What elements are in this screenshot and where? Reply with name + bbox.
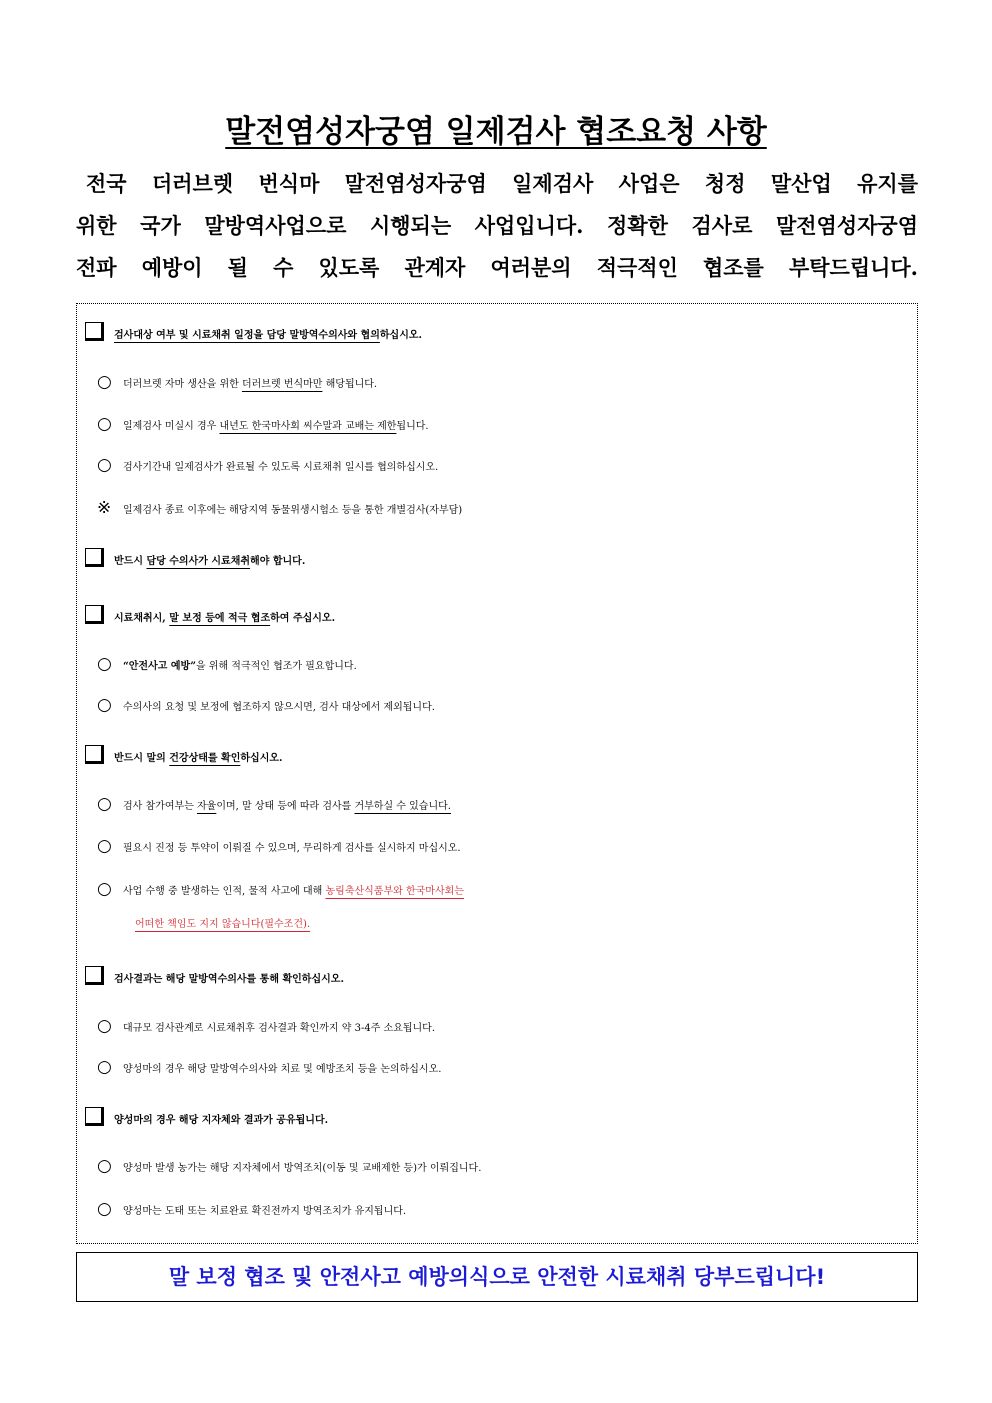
- item-underlined-text: 더러브렛 번식마만: [241, 379, 323, 390]
- section-heading-text: 시료채취시,: [114, 613, 170, 624]
- section-heading-text: 하십시오.: [379, 330, 422, 341]
- section-heading-text: 하여 주십시오.: [270, 613, 336, 624]
- list-item: [97, 874, 937, 904]
- section-heading-text: 반드시 말의: [114, 753, 170, 764]
- section-heading: [85, 1104, 925, 1138]
- circle-bullet-icon: ○: [97, 794, 112, 814]
- list-item: [97, 1052, 937, 1082]
- circle-bullet-icon: ○: [97, 654, 112, 674]
- circle-bullet-icon: ○: [97, 1057, 112, 1077]
- notice-box: [76, 303, 918, 1244]
- checkbox-icon: [85, 1107, 104, 1126]
- circle-bullet-icon: ○: [97, 879, 112, 899]
- section-heading-text: 해야 합니다.: [250, 556, 306, 567]
- circle-bullet-icon: ○: [97, 455, 112, 475]
- circle-bullet-icon: ○: [97, 1199, 112, 1219]
- list-item: [97, 1194, 937, 1224]
- circle-bullet-icon: ○: [97, 695, 112, 715]
- list-item: [97, 450, 937, 480]
- section-heading-text: 검사결과는 해당 말방역수의사를 통해 확인하십시오.: [114, 974, 344, 985]
- item-text: 더러브렛 자마 생산을 위한: [123, 379, 242, 390]
- item-text: 됩니다.: [396, 421, 429, 432]
- section-heading-text: 하십시오.: [240, 753, 283, 764]
- item-text: 일제검사 미실시 경우: [123, 421, 220, 432]
- list-item: [97, 1151, 937, 1181]
- section-heading: [85, 742, 925, 776]
- list-item: [97, 789, 937, 819]
- section-heading-text: 반드시: [114, 556, 147, 567]
- intro-paragraph: [76, 163, 918, 289]
- checkbox-icon: [85, 605, 104, 624]
- footer-banner: [76, 1252, 918, 1302]
- list-item: [97, 831, 937, 861]
- list-item: [97, 493, 937, 523]
- checkbox-icon: [85, 745, 104, 764]
- intro-line: 전국 더러브렛 번식마 말전염성자궁염 일제검사 사업은 청정 말산업 유지를: [86, 171, 918, 196]
- checkbox-icon: [85, 322, 104, 341]
- list-item-continuation: [135, 910, 975, 940]
- item-text: 양성마의 경우 해당 말방역수의사와 치료 및 예방조치 등을 논의하십시오.: [123, 1064, 442, 1075]
- item-text: 사업 수행 중 발생하는 인적, 물적 사고에 대해: [123, 886, 326, 897]
- item-text: 을 위해 적극적인 협조가 필요합니다.: [195, 661, 357, 672]
- circle-bullet-icon: ○: [97, 1016, 112, 1036]
- item-text: 필요시 진정 등 투약이 이뤄질 수 있으며, 무리하게 검사를 실시하지 마십시오.: [123, 843, 461, 854]
- checkbox-icon: [85, 548, 104, 567]
- list-item: [97, 1011, 937, 1041]
- reference-mark-icon: ※: [97, 498, 112, 518]
- section-heading-underlined: 말 보정 등에 적극 협조: [169, 613, 271, 624]
- list-item: [97, 367, 937, 397]
- item-text: 검사 참가여부는: [123, 801, 197, 812]
- item-text: 검사기간내 일제검사가 완료될 수 있도록 시료채취 일시를 협의하십시오.: [123, 462, 439, 473]
- intro-line: 전파 예방이 될 수 있도록 관계자 여러분의 적극적인 협조를 부탁드립니다.: [76, 255, 918, 280]
- item-text: 양성마 발생 농가는 해당 지자체에서 방역조치(이동 및 교배제한 등)가 이뤄집니다.: [123, 1163, 482, 1174]
- page-title-text: 말전염성자궁염 일제검사 협조요청 사항: [225, 114, 767, 150]
- list-item: [97, 649, 937, 679]
- section-heading: [85, 602, 925, 636]
- section-heading: [85, 545, 925, 579]
- circle-bullet-icon: ○: [97, 1156, 112, 1176]
- item-text: 해당됩니다.: [322, 379, 378, 390]
- list-item: [97, 690, 937, 720]
- item-underlined-text: 내년도 한국마사회 씨수말과 교배는 제한: [219, 421, 397, 432]
- item-bold-text: “안전사고 예방”: [123, 661, 196, 672]
- footer-text: 말 보정 협조 및 안전사고 예방의식으로 안전한 시료채취 당부드립니다!: [168, 1265, 826, 1289]
- disclaimer-red-text: 농림축산식품부와 한국마사회는: [325, 886, 464, 897]
- page-title: [0, 106, 992, 151]
- circle-bullet-icon: ○: [97, 414, 112, 434]
- item-underlined-text: 자율: [196, 801, 217, 812]
- circle-bullet-icon: ○: [97, 372, 112, 392]
- section-heading: [85, 963, 925, 997]
- section-heading: [85, 319, 925, 353]
- section-heading-text: 양성마의 경우 해당 지자체와 결과가 공유됩니다.: [114, 1115, 329, 1126]
- list-item: [97, 409, 937, 439]
- item-text: 양성마는 도태 또는 치료완료 확진전까지 방역조치가 유지됩니다.: [123, 1206, 407, 1217]
- circle-bullet-icon: ○: [97, 836, 112, 856]
- disclaimer-red-text: 어떠한 책임도 지지 않습니다(필수조건).: [135, 919, 311, 930]
- item-underlined-text: 거부하실 수 있습니다.: [354, 801, 451, 812]
- checkbox-icon: [85, 966, 104, 985]
- intro-line: 위한 국가 말방역사업으로 시행되는 사업입니다. 정확한 검사로 말전염성자궁염: [76, 213, 918, 238]
- item-text: 수의사의 요청 및 보정에 협조하지 않으시면, 검사 대상에서 제외됩니다.: [123, 702, 435, 713]
- item-text: 대규모 검사관계로 시료채취후 검사결과 확인까지 약 3-4주 소요됩니다.: [123, 1023, 436, 1034]
- section-heading-underlined: 건강상태를 확인: [169, 753, 241, 764]
- item-text: 이며, 말 상태 등에 따라 검사를: [216, 801, 355, 812]
- item-text: 일제검사 종료 이후에는 해당지역 동물위생시험소 등을 통한 개별검사(자부담): [123, 505, 463, 516]
- section-heading-underlined: 담당 수의사가 시료채취: [146, 556, 251, 567]
- section-heading-underlined: 검사대상 여부 및 시료채취 일정을 담당 말방역수의사와 협의: [114, 330, 380, 341]
